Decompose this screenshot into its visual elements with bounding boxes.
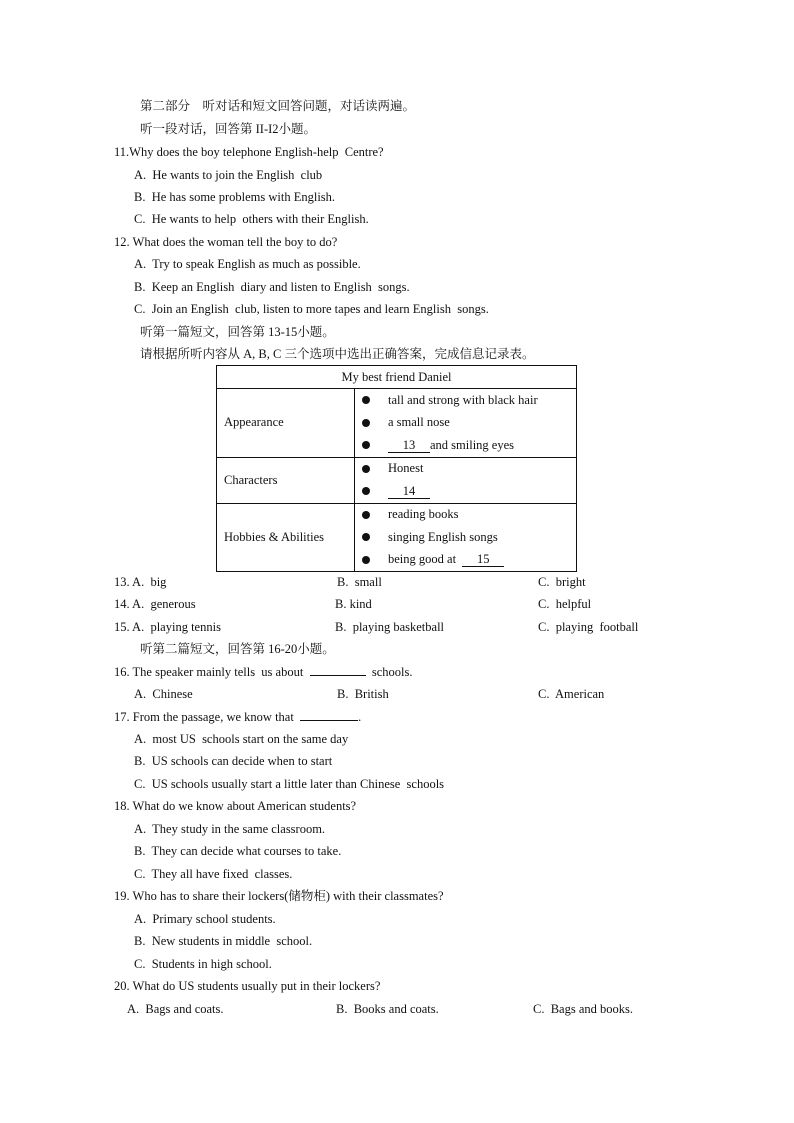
characters-label: Characters <box>217 457 355 503</box>
blank-13[interactable]: 13 <box>388 438 430 453</box>
q18-option-a: A. They study in the same classroom. <box>134 822 326 836</box>
q20-option-a: A. Bags and coats. <box>127 1002 224 1016</box>
list-item: tall and strong with black hair <box>355 389 576 412</box>
bullet-icon <box>362 396 370 404</box>
q14-option-a: 14. A. generous <box>114 597 196 611</box>
bullet-icon <box>362 419 370 427</box>
table-title: My best friend Daniel <box>217 366 577 389</box>
q12-option-b: B. Keep an English diary and listen to English songs. <box>134 280 410 294</box>
bullet-icon <box>362 511 370 519</box>
q12-option-c: C. Join an English club, listen to more tapes and learn English songs. <box>134 302 489 316</box>
q18-stem: 18. What do we know about American students? <box>114 799 357 813</box>
hobbies-label: Hobbies & Abilities <box>217 503 355 572</box>
q15-option-b: B. playing basketball <box>335 620 445 634</box>
bullet-icon <box>362 556 370 564</box>
q12-stem: 12. What does the woman tell the boy to do? <box>114 235 338 249</box>
list-item: 13 and smiling eyes <box>355 434 576 457</box>
q18-option-b: B. They can decide what courses to take. <box>134 844 342 858</box>
q19-stem: 19. Who has to share their lockers(储物柜) with their classmates? <box>114 889 444 903</box>
characters-items <box>355 457 577 503</box>
q13-option-c: C. bright <box>538 575 586 589</box>
list-item: a small nose <box>355 412 576 435</box>
q11-option-a: A. He wants to join the English club <box>134 168 323 182</box>
q17-option-c: C. US schools usually start a little later than Chinese schools <box>134 777 445 791</box>
bullet-icon <box>362 441 370 449</box>
passage1-instruction: 请根据所听内容从 A, B, C 三个选项中选出正确答案，完成信息记录表。 <box>140 347 535 361</box>
appearance-label: Appearance <box>217 389 355 458</box>
blank-17[interactable] <box>300 720 358 721</box>
list-item <box>355 480 576 503</box>
appearance-items <box>355 389 577 458</box>
q20-option-b: B. Books and coats. <box>336 1002 439 1016</box>
q15-option-a: 15. A. playing tennis <box>114 620 221 634</box>
q11-stem: 11.Why does the boy telephone English-help Centre? <box>114 145 384 159</box>
bullet-icon <box>362 465 370 473</box>
bullet-icon <box>362 487 370 495</box>
bullet-icon <box>362 533 370 541</box>
q11-option-c: C. He wants to help others with their English. <box>134 212 369 226</box>
passage1-intro: 听第一篇短文，回答第 13-15小题。 <box>140 325 335 339</box>
q16-option-b: B. British <box>337 687 389 701</box>
q18-option-c: C. They all have fixed classes. <box>134 867 293 881</box>
q12-option-a: A. Try to speak English as much as possible. <box>134 257 361 271</box>
info-record-table <box>216 365 577 572</box>
blank-14[interactable]: 14 <box>388 484 430 499</box>
q19-option-a: A. Primary school students. <box>134 912 276 926</box>
list-item: reading books <box>355 504 576 527</box>
q16-stem: 16. The speaker mainly tells us about schools. <box>114 665 413 679</box>
list-item: being good at 15 <box>355 549 576 572</box>
hobbies-items <box>355 503 577 572</box>
passage2-intro: 听第二篇短文，回答第 16-20小题。 <box>140 642 335 656</box>
q20-stem: 20. What do US students usually put in their lockers? <box>114 979 381 993</box>
q20-option-c: C. Bags and books. <box>533 1002 633 1016</box>
q16-option-a: A. Chinese <box>134 687 193 701</box>
list-item: Honest <box>355 458 576 481</box>
q19-option-c: C. Students in high school. <box>134 957 272 971</box>
q15-option-c: C. playing football <box>538 620 639 634</box>
q17-option-b: B. US schools can decide when to start <box>134 754 333 768</box>
q13-option-b: B. small <box>337 575 382 589</box>
blank-16[interactable] <box>310 675 366 676</box>
q16-option-c: C. American <box>538 687 605 701</box>
q19-option-b: B. New students in middle school. <box>134 934 313 948</box>
q17-option-a: A. most US schools start on the same day <box>134 732 349 746</box>
list-item: singing English songs <box>355 526 576 549</box>
q17-stem: 17. From the passage, we know that . <box>114 710 362 724</box>
section-heading: 第二部分 听对话和短文回答问题，对话读两遍。 <box>140 99 416 113</box>
blank-15[interactable]: 15 <box>462 552 504 567</box>
q14-option-b: B. kind <box>335 597 372 611</box>
q13-option-a: 13. A. big <box>114 575 167 589</box>
q11-option-b: B. He has some problems with English. <box>134 190 336 204</box>
q14-option-c: C. helpful <box>538 597 592 611</box>
dialog-intro: 听一段对话，回答第 II-I2小题。 <box>140 122 317 136</box>
